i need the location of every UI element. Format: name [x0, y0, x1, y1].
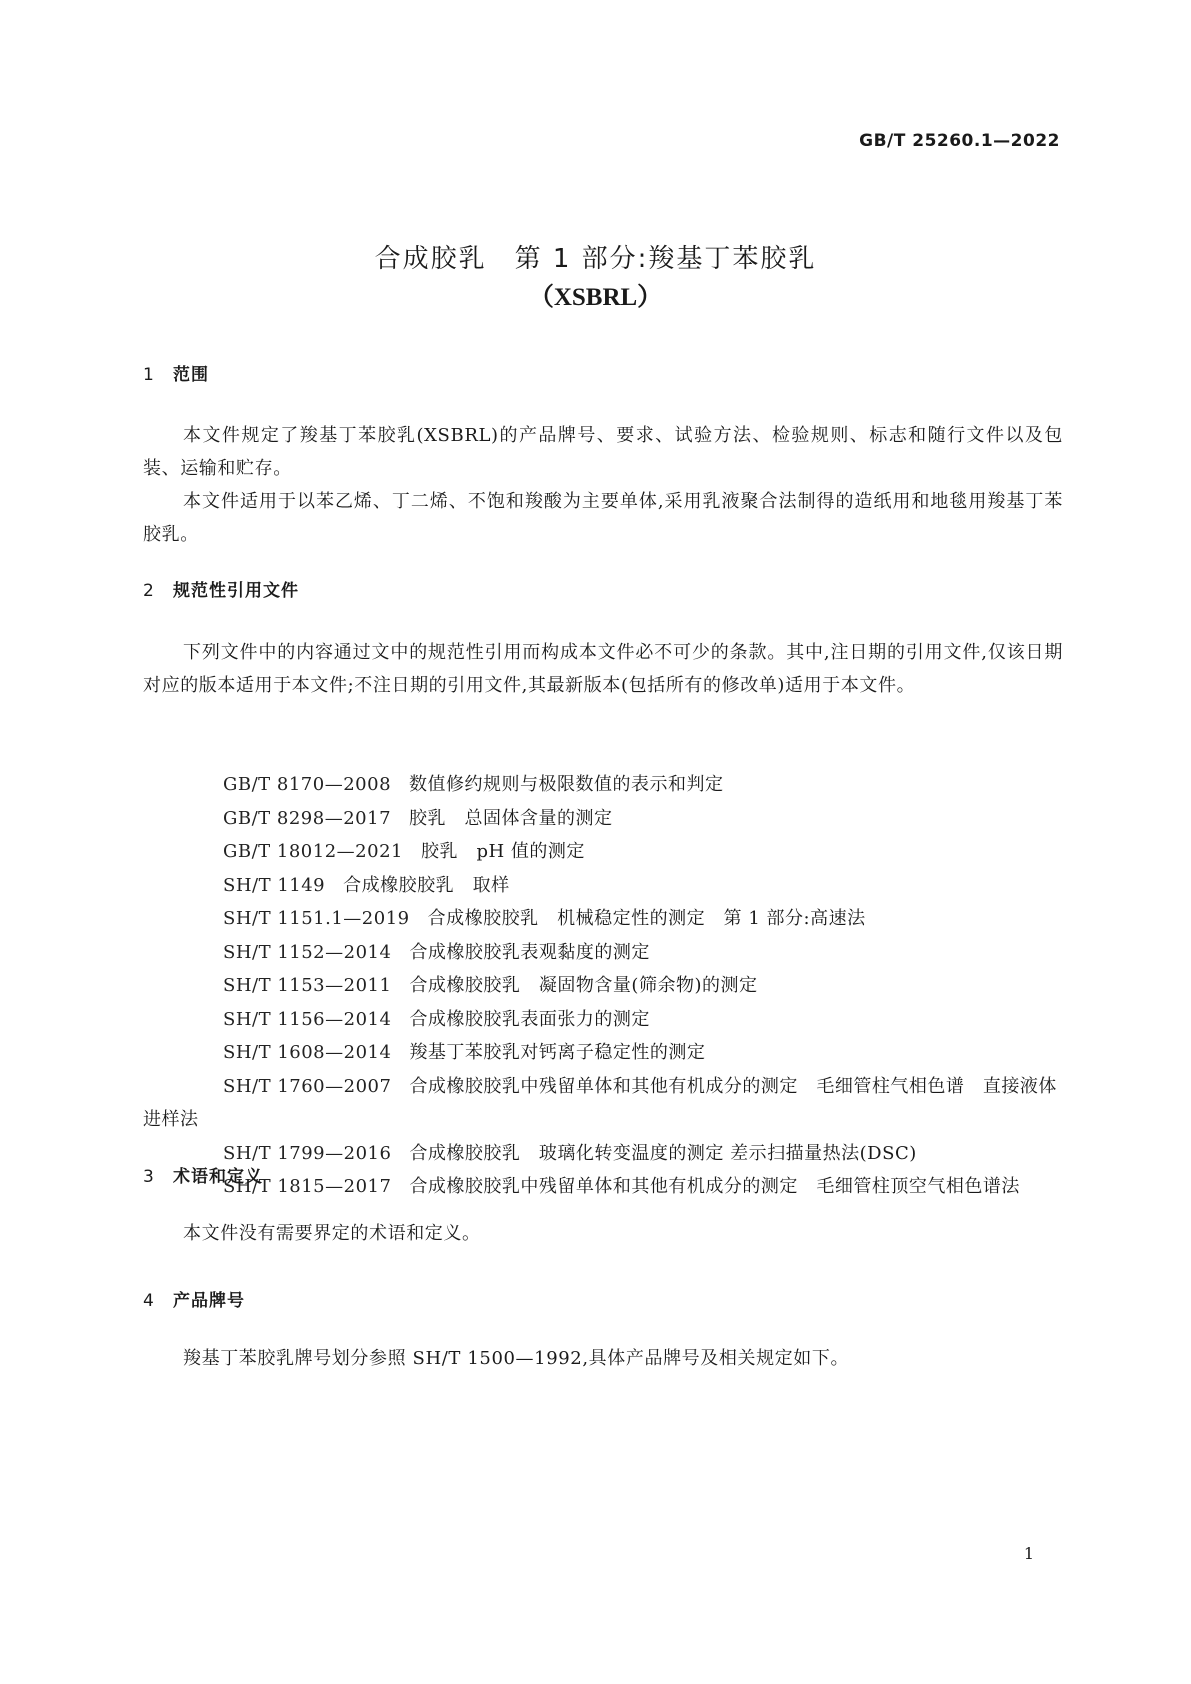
reference-title: 合成橡胶胶乳 取样 [343, 874, 510, 896]
section-number: 2 [143, 581, 155, 601]
section-title: 范围 [173, 365, 209, 385]
reference-item [143, 802, 1063, 836]
reference-item [143, 1137, 1063, 1171]
section-title: 规范性引用文件 [173, 581, 299, 601]
title-line-1: 合成胶乳 第 1 部分:羧基丁苯胶乳 [374, 244, 817, 274]
section-4-paragraph: 羧基丁苯胶乳牌号划分参照 SH/T 1500—1992,具体产品牌号及相关规定如下。 [183, 1348, 850, 1369]
reference-code: SH/T 1153—2011 [223, 975, 392, 996]
reference-title: 合成橡胶胶乳表面张力的测定 [409, 1008, 650, 1030]
reference-code: SH/T 1608—2014 [223, 1042, 392, 1063]
reference-item [143, 969, 1063, 1003]
section-1-heading [143, 360, 209, 385]
reference-item [143, 1036, 1063, 1070]
reference-title: 合成橡胶胶乳 机械稳定性的测定 第 1 部分:高速法 [427, 908, 866, 929]
reference-code: SH/T 1149 [223, 874, 326, 896]
reference-title: 胶乳 总固体含量的测定 [409, 807, 613, 829]
reference-item [143, 1003, 1063, 1037]
reference-code: GB/T 18012—2021 [223, 841, 403, 862]
reference-title: 合成橡胶胶乳 玻璃化转变温度的测定 差示扫描量热法(DSC) [409, 1142, 917, 1164]
reference-code: SH/T 1815—2017 [223, 1176, 392, 1197]
section-title: 术语和定义 [173, 1167, 263, 1187]
reference-title: 合成橡胶胶乳 凝固物含量(筛余物)的测定 [409, 975, 758, 996]
section-1-paragraph-1: 本文件规定了羧基丁苯胶乳(XSBRL)的产品牌号、要求、试验方法、检验规则、标志和随行文件以及包装、运输和贮存。 [143, 425, 1063, 479]
reference-item [143, 936, 1063, 970]
section-2-heading [143, 576, 299, 601]
section-2-intro: 下列文件中的内容通过文中的规范性引用而构成本文件必不可少的条款。其中,注日期的引用文件,仅该日期对应的版本适用于本文件;不注日期的引用文件,其最新版本(包括所有的修改单)适用于本文件。 [143, 642, 1063, 696]
reference-item [143, 835, 1063, 869]
reference-item [143, 869, 1063, 903]
reference-title: 合成橡胶胶乳中残留单体和其他有机成分的测定 毛细管柱气相色谱 直接液体进样法 [143, 1075, 1057, 1130]
reference-code: SH/T 1152—2014 [223, 941, 392, 963]
section-3-paragraph: 本文件没有需要界定的术语和定义。 [183, 1223, 481, 1244]
section-title: 产品牌号 [173, 1291, 245, 1311]
reference-code: GB/T 8170—2008 [223, 774, 392, 795]
reference-code: SH/T 1151.1—2019 [223, 908, 410, 929]
title-line-2: （XSBRL） [528, 284, 663, 311]
section-1-paragraph-2: 本文件适用于以苯乙烯、丁二烯、不饱和羧酸为主要单体,采用乳液聚合法制得的造纸用和地毯用羧基丁苯胶乳。 [143, 491, 1063, 545]
page-number: 1 [1023, 1544, 1034, 1563]
reference-code: SH/T 1760—2007 [223, 1075, 392, 1097]
section-number: 4 [143, 1291, 155, 1311]
section-3-heading [143, 1162, 263, 1187]
reference-code: SH/T 1799—2016 [223, 1142, 392, 1164]
document-title [0, 240, 1191, 318]
section-4-heading [143, 1286, 245, 1311]
reference-title: 合成橡胶胶乳中残留单体和其他有机成分的测定 毛细管柱顶空气相色谱法 [409, 1176, 1020, 1197]
reference-list [143, 768, 1063, 1204]
reference-item [143, 1070, 1063, 1137]
reference-item [143, 1170, 1063, 1204]
reference-code: SH/T 1156—2014 [223, 1008, 392, 1030]
reference-title: 羧基丁苯胶乳对钙离子稳定性的测定 [409, 1042, 706, 1063]
reference-item [143, 768, 1063, 802]
reference-item [143, 902, 1063, 936]
reference-code: GB/T 8298—2017 [223, 807, 392, 829]
reference-title: 胶乳 pH 值的测定 [420, 841, 585, 862]
reference-title: 合成橡胶胶乳表观黏度的测定 [409, 941, 650, 963]
section-number: 1 [143, 365, 155, 385]
section-number: 3 [143, 1167, 155, 1187]
standard-code: GB/T 25260.1—2022 [859, 131, 1060, 151]
reference-title: 数值修约规则与极限数值的表示和判定 [409, 774, 724, 795]
